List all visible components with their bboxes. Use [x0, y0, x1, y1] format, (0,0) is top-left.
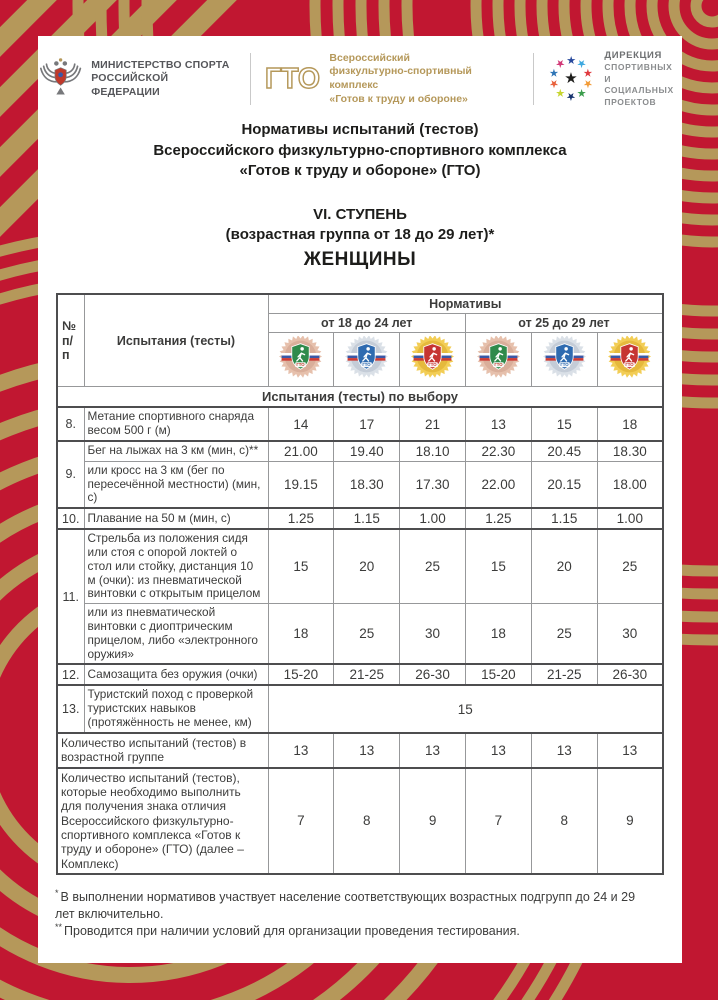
standard-value: 15 [268, 685, 663, 732]
gto-badge-gold-icon [597, 333, 663, 387]
summary-value: 7 [268, 768, 334, 875]
standard-value: 20.45 [531, 441, 597, 462]
col-header-normatives: Нормативы [268, 294, 663, 314]
table-row [57, 441, 663, 462]
summary-value: 13 [465, 733, 531, 768]
row-number: 9. [57, 441, 84, 508]
standard-value: 20 [531, 529, 597, 603]
standard-value: 18 [597, 407, 663, 441]
standard-value: 1.15 [334, 508, 400, 529]
standard-value: 17 [334, 407, 400, 441]
summary-label: Количество испытаний (тестов) в возрастной группе [57, 733, 268, 768]
summary-value: 8 [531, 768, 597, 875]
col-header-age-18-24: от 18 до 24 лет [268, 314, 465, 333]
svg-text:ГТО: ГТО [428, 362, 437, 368]
wreath-star-icon: ★ [580, 77, 596, 91]
footnote-marker: * [55, 888, 59, 899]
test-name: или кросс на 3 км (бег по пересечённой местности) (мин, с) [84, 461, 268, 508]
standard-value: 18 [268, 604, 334, 665]
summary-value: 13 [531, 733, 597, 768]
footnote-2: ** Проводится при наличии условий для организации проведения тестирования. [55, 921, 520, 939]
standard-value: 15 [465, 529, 531, 603]
test-name: Самозащита без оружия (очки) [84, 664, 268, 685]
standard-value: 30 [400, 604, 466, 665]
svg-text:ГТО: ГТО [625, 362, 634, 368]
svg-text:ГТО: ГТО [494, 362, 503, 368]
row-number: 10. [57, 508, 84, 529]
title-line-3: «Готов к труду и обороне» (ГТО) [239, 162, 481, 180]
standard-value: 1.25 [465, 508, 531, 529]
ministry-logo [38, 53, 237, 105]
standard-value: 20 [334, 529, 400, 603]
standard-value: 15 [268, 529, 334, 603]
document-title [38, 120, 682, 182]
ministry-name: МИНИСТЕРСТВО СПОРТА РОССИЙСКОЙ ФЕДЕРАЦИИ [91, 58, 230, 98]
star-wreath-icon [547, 54, 596, 104]
logos-header [38, 36, 682, 110]
summary-value: 13 [597, 733, 663, 768]
wreath-star-icon: ★ [566, 90, 577, 102]
direction-logo [547, 50, 682, 109]
table-row [57, 529, 663, 603]
standard-value: 26-30 [400, 664, 466, 685]
wreath-star-icon: ★ [573, 84, 590, 101]
standard-value: 1.00 [400, 508, 466, 529]
wreath-star-icon: ★ [580, 66, 596, 80]
table-row [57, 508, 663, 529]
gto-badge-silver-icon [531, 333, 597, 387]
svg-text:ГТО: ГТО [560, 362, 569, 368]
section-header-optional-tests: Испытания (тесты) по выбору [57, 387, 663, 408]
row-number: 8. [57, 407, 84, 441]
summary-value: 7 [465, 768, 531, 875]
ministry-eagle-icon [38, 53, 83, 105]
summary-row [57, 768, 663, 875]
wreath-center-star-icon: ★ [564, 70, 578, 87]
age-group-line: (возрастная группа от 18 до 29 лет)* [225, 226, 495, 244]
standard-value: 18 [465, 604, 531, 665]
standard-value: 25 [400, 529, 466, 603]
standard-value: 1.00 [597, 508, 663, 529]
footnote-marker: ** [55, 921, 63, 932]
table-row [57, 685, 663, 732]
standard-value: 18.30 [597, 441, 663, 462]
standard-value: 21-25 [531, 664, 597, 685]
standard-value: 15-20 [268, 664, 334, 685]
col-header-tests: Испытания (тесты) [84, 294, 268, 387]
wreath-star-icon: ★ [547, 77, 562, 91]
test-name: Бег на лыжах на 3 км (мин, с)** [84, 441, 268, 462]
row-number: 13. [57, 685, 84, 732]
standard-value: 21.00 [268, 441, 334, 462]
test-name: Метание спортивного снаряда весом 500 г (м) [84, 407, 268, 441]
standard-value: 1.25 [268, 508, 334, 529]
gto-badge-silver-icon [334, 333, 400, 387]
standard-value: 1.15 [531, 508, 597, 529]
standard-value: 30 [597, 604, 663, 665]
row-number: 12. [57, 664, 84, 685]
standard-value: 18.00 [597, 461, 663, 508]
standard-value: 14 [268, 407, 334, 441]
standard-value: 18.30 [334, 461, 400, 508]
test-name: Плавание на 50 м (мин, с) [84, 508, 268, 529]
gto-logo [264, 52, 520, 107]
stage-block [38, 205, 682, 272]
standard-value: 15-20 [465, 664, 531, 685]
wreath-star-icon: ★ [553, 84, 569, 101]
table-row [57, 407, 663, 441]
svg-text:ГТО: ГТО [296, 362, 306, 368]
standard-value: 21-25 [334, 664, 400, 685]
summary-value: 13 [334, 733, 400, 768]
standard-value: 20.15 [531, 461, 597, 508]
footnotes [55, 888, 655, 939]
summary-value: 9 [400, 768, 466, 875]
standard-value: 26-30 [597, 664, 663, 685]
svg-text:ГТО: ГТО [265, 62, 321, 95]
summary-value: 13 [400, 733, 466, 768]
col-header-age-25-29: от 25 до 29 лет [465, 314, 663, 333]
col-header-number: № п/п [57, 294, 84, 387]
row-number: 11. [57, 529, 84, 664]
wreath-star-icon: ★ [553, 56, 569, 73]
gto-badge-bronze-icon [465, 333, 531, 387]
standard-value: 19.15 [268, 461, 334, 508]
standard-value: 19.40 [334, 441, 400, 462]
gto-badge-bronze-icon [268, 333, 334, 387]
footnote-1: * В выполнении нормативов участвует население соответствующих возрастных подгрупп до 24 и 29 лет включительно. [55, 888, 636, 921]
table-row [57, 461, 663, 508]
gto-complex-name: Всероссийский физкультурно-спортивный комплекс «Готов к труду и обороне» [329, 51, 472, 105]
standard-value: 25 [334, 604, 400, 665]
summary-value: 9 [597, 768, 663, 875]
summary-row [57, 733, 663, 768]
gender-title: ЖЕНЩИНЫ [303, 248, 417, 270]
content-panel [38, 36, 682, 963]
test-name: Стрельба из положения сидя или стоя с опорой локтей о стол или стойку, дистанция 10 м (очки): из пневматической винтовки с открытым прицелом [84, 529, 268, 603]
summary-value: 8 [334, 768, 400, 875]
wreath-star-icon: ★ [573, 56, 590, 73]
wreath-star-icon: ★ [566, 55, 577, 67]
table-row [57, 664, 663, 685]
standard-value: 22.00 [465, 461, 531, 508]
direction-name: ДИРЕКЦИЯ СПОРТИВНЫХ И СОЦИАЛЬНЫХ ПРОЕКТОВ [604, 49, 674, 107]
standard-value: 25 [531, 604, 597, 665]
wreath-star-icon: ★ [547, 66, 562, 80]
gto-badge-gold-icon [400, 333, 466, 387]
standard-value: 13 [465, 407, 531, 441]
divider [250, 53, 251, 105]
title-line-2: Всероссийского физкультурно-спортивного комплекса [153, 141, 567, 159]
test-name: или из пневматической винтовки с диоптрическим прицелом, либо «электронного оружия» [84, 604, 268, 665]
standard-value: 17.30 [400, 461, 466, 508]
table-row [57, 604, 663, 665]
standard-value: 22.30 [465, 441, 531, 462]
divider [533, 53, 534, 105]
standard-value: 25 [597, 529, 663, 603]
standard-value: 18.10 [400, 441, 466, 462]
title-line-1: Нормативы испытаний (тестов) [241, 121, 479, 138]
standard-value: 15 [531, 407, 597, 441]
test-name: Туристский поход с проверкой туристских навыков (протяжённость не менее, км) [84, 685, 268, 732]
standards-table [56, 293, 664, 875]
svg-text:ГТО: ГТО [362, 362, 371, 368]
summary-label: Количество испытаний (тестов), которые необходимо выполнить для получения знака отличия Всероссийского физкультурно-спортивного комплекса «Готов к труду и обороне» (ГТО) (далее – Комплекс) [57, 768, 268, 875]
summary-value: 13 [268, 733, 334, 768]
stage-title: VI. СТУПЕНЬ [313, 206, 407, 224]
standard-value: 21 [400, 407, 466, 441]
gto-mark-icon [264, 57, 321, 101]
